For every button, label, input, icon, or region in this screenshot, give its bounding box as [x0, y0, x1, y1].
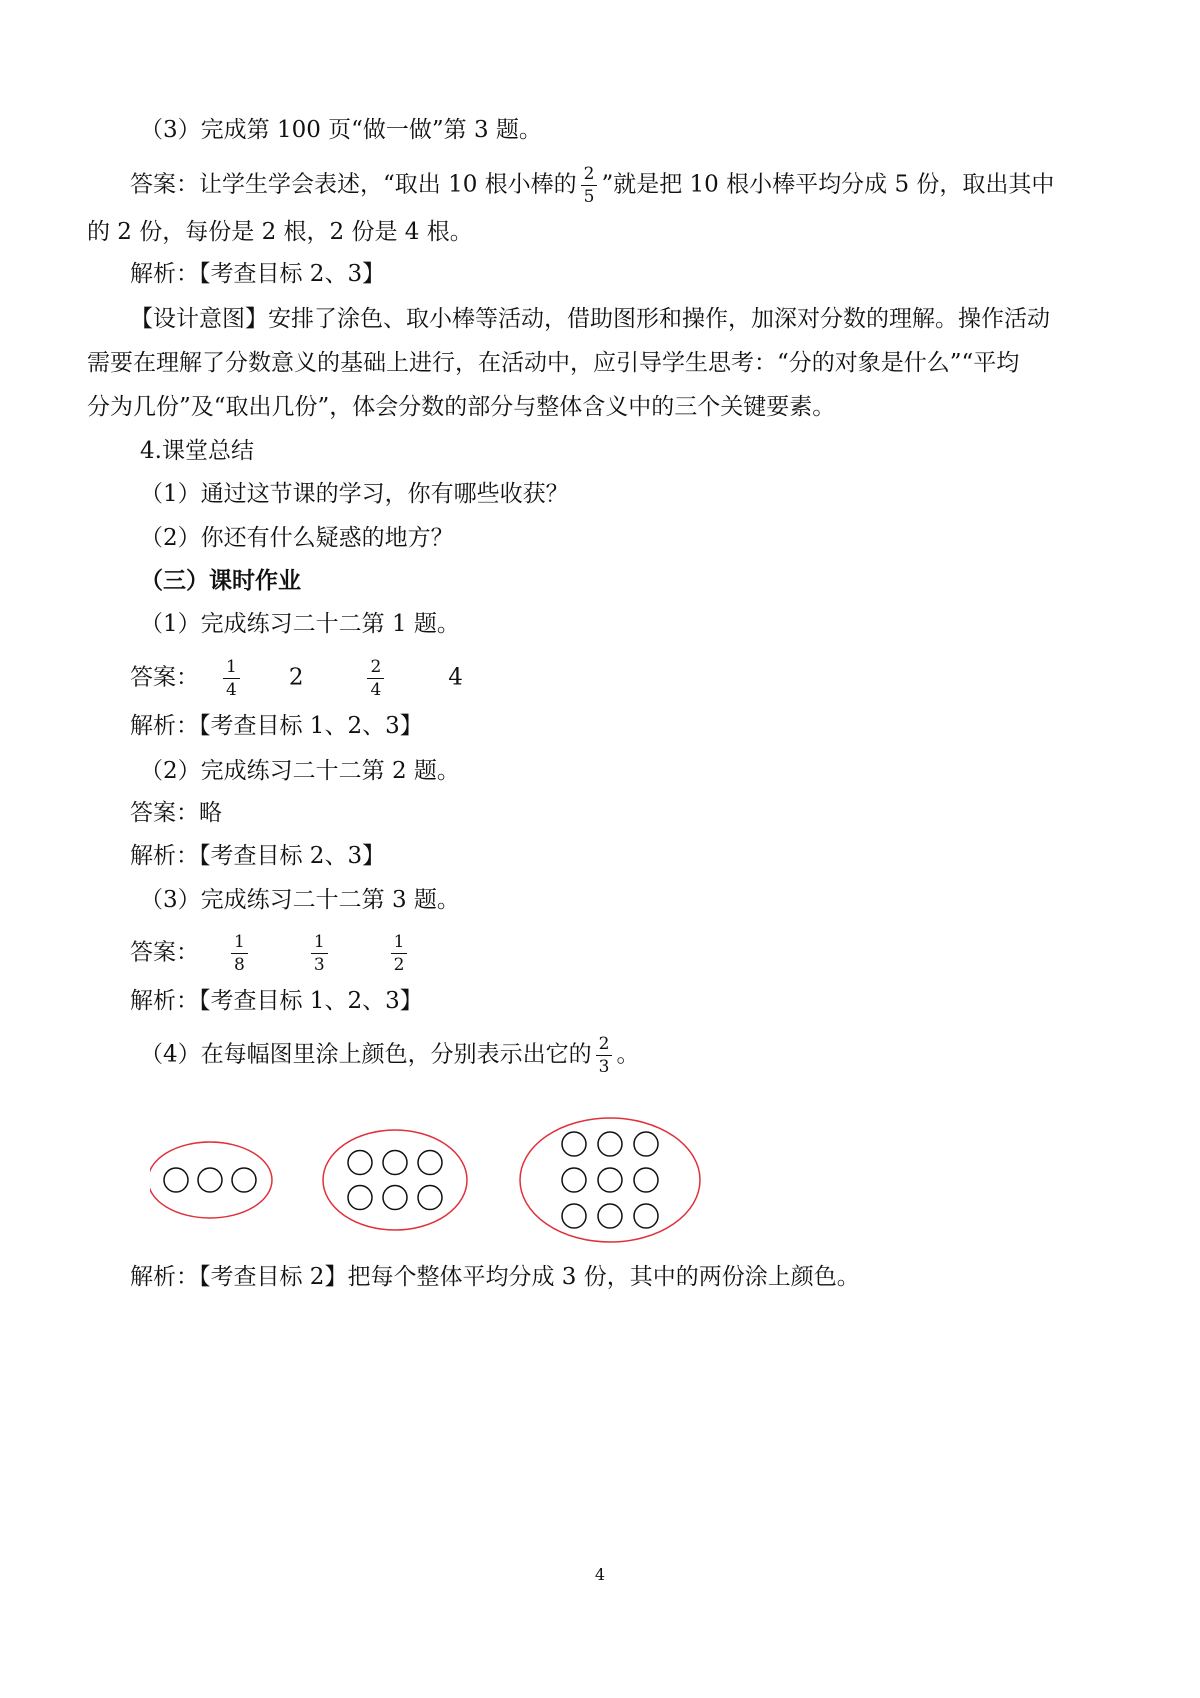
- answer-line-1: [130, 165, 1054, 206]
- section-homework-title: （三）课时作业: [140, 567, 301, 594]
- summary-question-2: （2）你还有什么疑惑的地方？: [140, 525, 454, 551]
- small-circle: [232, 1168, 256, 1192]
- homework-analysis-2: 解析：【考查目标 2、3】: [130, 843, 386, 869]
- homework-task-1: （1）完成练习二十二第 1 题。: [140, 611, 460, 637]
- small-circle: [634, 1132, 658, 1156]
- homework-task-2: （2）完成练习二十二第 2 题。: [140, 758, 460, 784]
- circle-group-9: [520, 1118, 700, 1242]
- homework-analysis-1: 解析：【考查目标 1、2、3】: [130, 713, 423, 739]
- group-outline-ellipse: [150, 1142, 272, 1218]
- small-circle: [634, 1168, 658, 1192]
- fraction-1-2: $\frac{1}{2}$: [391, 933, 408, 974]
- small-circle: [562, 1168, 586, 1192]
- homework-analysis-3: 解析：【考查目标 1、2、3】: [130, 988, 423, 1014]
- answer-label: 答案：: [130, 664, 199, 691]
- small-circle: [634, 1204, 658, 1228]
- homework-answer-2: 答案：略: [130, 800, 222, 826]
- page-number: 4: [594, 1565, 606, 1584]
- small-circle: [598, 1132, 622, 1156]
- answer-label: 答案：: [130, 939, 199, 966]
- design-intent-line-1: 【设计意图】安排了涂色、取小棒等活动，借助图形和操作，加深对分数的理解。操作活动: [130, 306, 1050, 332]
- small-circle: [383, 1186, 407, 1210]
- small-circle: [383, 1151, 407, 1175]
- small-circle: [198, 1168, 222, 1192]
- homework-task-4: [140, 1035, 639, 1076]
- design-intent-line-2: 需要在理解了分数意义的基础上进行，在活动中，应引导学生思考：“分的对象是什么”“平均: [87, 350, 1020, 376]
- analysis-line-1: 解析：【考查目标 2、3】: [130, 261, 386, 287]
- small-circle: [164, 1168, 188, 1192]
- homework-analysis-4: 解析：【考查目标 2】把每个整体平均分成 3 份，其中的两份涂上颜色。: [130, 1264, 860, 1290]
- design-intent-line-3: 分为几份”及“取出几份”，体会分数的部分与整体含义中的三个关键要素。: [87, 394, 836, 420]
- circle-group-3: [150, 1142, 272, 1218]
- answer-text-b: ”就是把 10 根小棒平均分成 5 份，取出其中: [601, 171, 1055, 198]
- fraction-1-3: $\frac{1}{3}$: [311, 933, 328, 974]
- fraction-1-4: $\frac{1}{4}$: [223, 658, 240, 699]
- answer-value-2: 2: [288, 664, 304, 691]
- small-circle: [562, 1132, 586, 1156]
- small-circle: [598, 1168, 622, 1192]
- task-4-text-a: （4）在每幅图里涂上颜色，分别表示出它的: [140, 1041, 592, 1068]
- answer-value-4: 4: [448, 664, 463, 691]
- fraction-1-8: $\frac{1}{8}$: [231, 933, 248, 974]
- small-circle: [348, 1151, 372, 1175]
- circle-group-6: [323, 1130, 467, 1230]
- small-circle: [418, 1186, 442, 1210]
- task-3-do-one: （3）完成第 100 页“做一做”第 3 题。: [140, 117, 542, 143]
- homework-task-3: （3）完成练习二十二第 3 题。: [140, 887, 460, 913]
- task-4-text-b: 。: [616, 1041, 640, 1068]
- answer-line-2: 的 2 份，每份是 2 根，2 份是 4 根。: [87, 219, 473, 245]
- fraction-2-3: $\frac{2}{3}$: [596, 1035, 613, 1076]
- fraction-2-4: $\frac{2}{4}$: [367, 658, 384, 699]
- group-outline-ellipse: [323, 1130, 467, 1230]
- small-circle: [418, 1151, 442, 1175]
- group-outline-ellipse: [520, 1118, 700, 1242]
- answer-text-a: 答案：让学生学会表述，“取出 10 根小棒的: [130, 171, 577, 198]
- fraction-2-5: $\frac{2}{5}$: [581, 165, 598, 206]
- homework-answer-1: [130, 658, 463, 699]
- homework-answer-3: [130, 933, 411, 974]
- section-class-summary: 4.课堂总结: [140, 438, 254, 464]
- small-circle: [598, 1204, 622, 1228]
- small-circle: [348, 1186, 372, 1210]
- small-circle: [562, 1204, 586, 1228]
- summary-question-1: （1）通过这节课的学习，你有哪些收获？: [140, 481, 569, 507]
- circle-groups-figure: [150, 1115, 770, 1275]
